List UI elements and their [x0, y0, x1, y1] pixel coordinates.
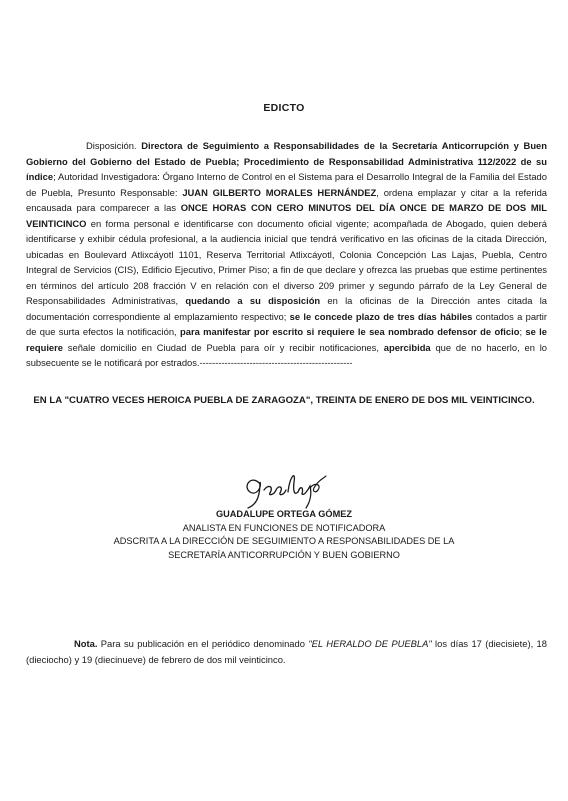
signer-name: GUADALUPE ORTEGA GÓMEZ	[216, 509, 352, 519]
body-segment: en forma personal e identificarse con documento oficial vigente; acompañada de Abogado, quien deberá identificarse y exhibir cédula profesional, a la audiencia inicial que tendrá verificativo en las oficinas de la citada Dirección, ubicadas en Boulevard Atlixcáyotl 1101, Reserva Territorial Atlixcáyotl, Colonia Concepción Las Lajas, Puebla, Centro Integral de Servicios (CIS), Edificio Ejecutivo, Primer Piso; a fin de que declare y ofrezca las pruebas que estime pertinentes en términos del artículo 208 fracción V en relación con el diverso 209 primer y segundo párrafo de la Ley General de Responsabilidades Administrativas,	[26, 217, 547, 306]
body-segment-bold: quedando a su disposición	[185, 295, 321, 306]
body-segment-bold: se le requiere	[26, 326, 547, 353]
hearing-datetime: ONCE HORAS CON CERO MINUTOS DEL DÍA ONCE DE MARZO DE DOS MIL VEINTICINCO	[26, 202, 547, 229]
body-segment: , ordena emplazar y citar a la referida encausada para comparecer a las	[26, 186, 547, 213]
body-segment: señale domicilio en Ciudad de Puebla para oír y recibir notificaciones,	[63, 341, 384, 353]
body-segment: que de no hacerlo, en lo subsecuente se le notificará por estrados.	[26, 341, 548, 368]
body-segment-bold: se le concede plazo de tres días hábiles	[289, 310, 473, 322]
handwritten-signature	[238, 466, 330, 512]
body-segment-bold: para manifestar por escrito si requiere le sea nombrado defensor de oficio	[180, 326, 520, 337]
body-segment: contados a partir de que surta efectos la notificación,	[26, 310, 547, 337]
body-segment: ;	[519, 326, 526, 337]
body-segment: en la oficinas de la Dirección antes citada la documentación correspondiente al emplazamiento respectivo;	[26, 295, 547, 322]
signer-office-line-2: SECRETARÍA ANTICORRUPCIÓN Y BUEN GOBIERNO	[168, 549, 400, 560]
body-segment: Disposición.	[86, 140, 142, 151]
publication-note	[26, 636, 547, 667]
note-text: Para su publicación en el periódico denominado	[97, 638, 309, 649]
signer-role: ANALISTA EN FUNCIONES DE NOTIFICADORA	[182, 522, 386, 533]
newspaper-name: "EL HERALDO DE PUEBLA"	[308, 638, 432, 649]
respondent-name: JUAN GILBERTO MORALES HERNÁNDEZ	[182, 186, 377, 198]
note-text: los días 17 (diecisiete), 18 (dieciocho) y 19 (diecinueve) de febrero de dos mil veinticinco.	[26, 638, 547, 665]
document-title: EDICTO	[263, 102, 305, 114]
place-and-date: EN LA "CUATRO VECES HEROICA PUEBLA DE ZARAGOZA", TREINTA DE ENERO DE DOS MIL VEINTICINCO.	[33, 395, 535, 406]
body-segment-bold: Directora de Seguimiento a Responsabilidades de la Secretaría Anticorrupción y Buen Gobierno del Gobierno del Estado de Puebla; Procedimiento de Responsabilidad Administrativa 112/2022 de su índice	[26, 140, 547, 182]
fill-dashes: -------------------------------------------------	[199, 357, 353, 368]
signer-office-line-1: ADSCRITA A LA DIRECCIÓN DE SEGUIMIENTO A RESPONSABILIDADES DE LA	[113, 536, 455, 546]
edict-body-paragraph	[26, 138, 547, 371]
signer-block	[0, 508, 568, 562]
body-segment-bold: apercibida	[383, 341, 431, 353]
note-label: Nota.	[74, 638, 98, 649]
body-segment: ; Autoridad Investigadora: Órgano Interno de Control en el Sistema para el Desarrollo Integral de la Familia del Estado de Puebla, Presunto Responsable:	[26, 171, 547, 198]
